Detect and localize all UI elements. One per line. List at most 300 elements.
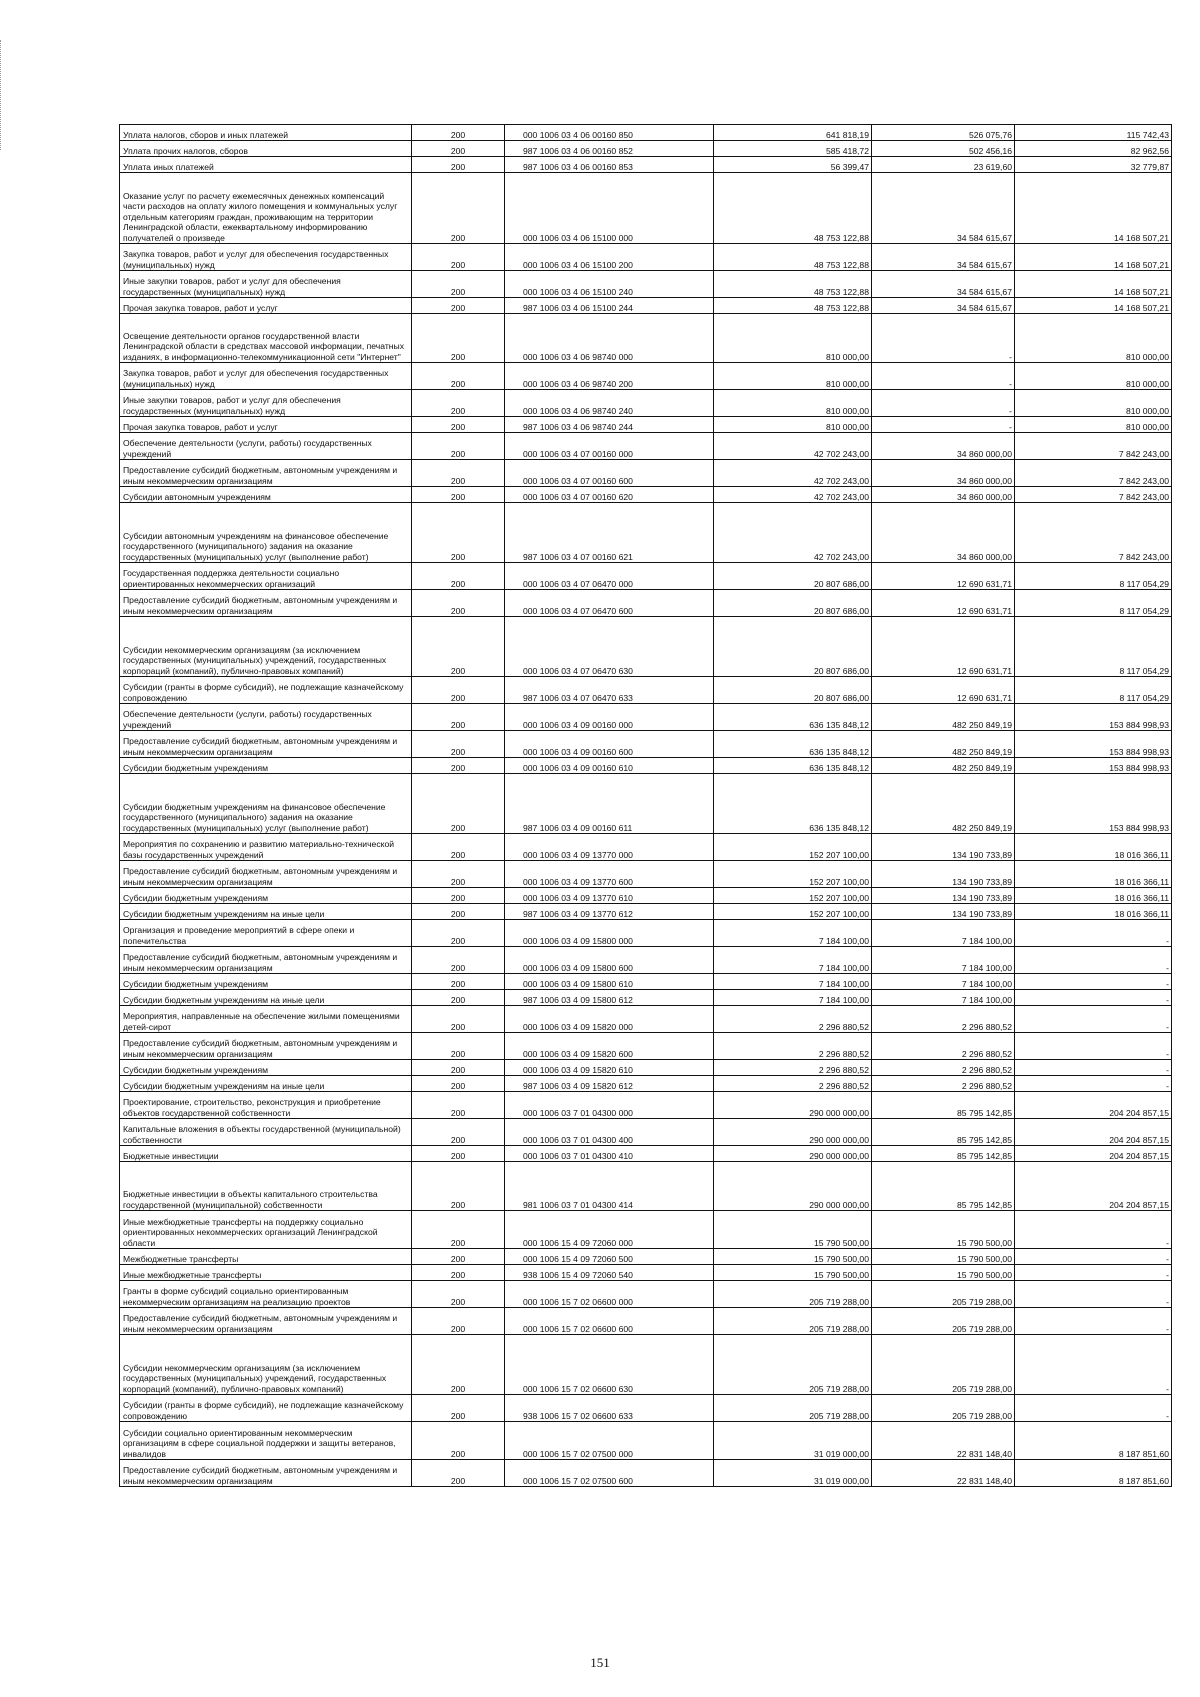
row-unexecuted: 204 204 857,15	[1015, 1146, 1172, 1162]
row-executed: -	[872, 390, 1015, 417]
row-name: Мероприятия по сохранению и развитию материально-технической базы государственных учреждений	[120, 834, 412, 861]
row-budget-code: 987 1006 03 4 09 13770 612	[505, 904, 714, 920]
row-executed: 482 250 849,19	[872, 774, 1015, 834]
row-name: Обеспечение деятельности (услуги, работы) государственных учреждений	[120, 704, 412, 731]
row-code: 200	[412, 990, 505, 1006]
row-approved: 48 753 122,88	[714, 173, 872, 244]
row-budget-code: 000 1006 03 4 09 13770 000	[505, 834, 714, 861]
row-unexecuted: -	[1015, 1265, 1172, 1281]
row-approved: 42 702 243,00	[714, 487, 872, 503]
row-unexecuted: 18 016 366,11	[1015, 888, 1172, 904]
row-executed: 22 831 148,40	[872, 1422, 1015, 1460]
row-unexecuted: 14 168 507,21	[1015, 173, 1172, 244]
row-code: 200	[412, 1249, 505, 1265]
row-budget-code: 000 1006 03 4 07 00160 620	[505, 487, 714, 503]
row-executed: 34 584 615,67	[872, 173, 1015, 244]
row-approved: 585 418,72	[714, 141, 872, 157]
table-row	[120, 141, 1172, 157]
row-approved: 42 702 243,00	[714, 433, 872, 460]
row-budget-code: 000 1006 03 4 09 00160 610	[505, 758, 714, 774]
row-name: Предоставление субсидий бюджетным, автономным учреждениям и иным некоммерческим организациям	[120, 1033, 412, 1060]
row-executed: 15 790 500,00	[872, 1249, 1015, 1265]
table-row	[120, 173, 1172, 244]
row-executed: -	[872, 363, 1015, 390]
row-name: Бюджетные инвестиции в объекты капитального строительства государственной (муниципальной) собственности	[120, 1162, 412, 1211]
row-approved: 152 207 100,00	[714, 888, 872, 904]
row-budget-code: 987 1006 03 4 06 00160 853	[505, 157, 714, 173]
table-body	[120, 125, 1172, 1487]
row-code: 200	[412, 460, 505, 487]
table-row	[120, 125, 1172, 141]
row-name: Субсидии бюджетным учреждениям	[120, 1060, 412, 1076]
row-unexecuted: 8 187 851,60	[1015, 1460, 1172, 1487]
row-code: 200	[412, 974, 505, 990]
table-row	[120, 298, 1172, 314]
row-code: 200	[412, 904, 505, 920]
row-approved: 205 719 288,00	[714, 1335, 872, 1395]
row-code: 200	[412, 1076, 505, 1092]
row-approved: 290 000 000,00	[714, 1119, 872, 1146]
row-approved: 290 000 000,00	[714, 1162, 872, 1211]
row-name: Предоставление субсидий бюджетным, автономным учреждениям и иным некоммерческим организациям	[120, 731, 412, 758]
row-budget-code: 000 1006 15 7 02 07500 600	[505, 1460, 714, 1487]
row-name: Бюджетные инвестиции	[120, 1146, 412, 1162]
table-row	[120, 758, 1172, 774]
row-approved: 7 184 100,00	[714, 990, 872, 1006]
table-row	[120, 888, 1172, 904]
row-approved: 641 818,19	[714, 125, 872, 141]
row-unexecuted: -	[1015, 974, 1172, 990]
row-name: Субсидии (гранты в форме субсидий), не подлежащие казначейскому сопровождению	[120, 677, 412, 704]
table-row	[120, 1119, 1172, 1146]
row-approved: 2 296 880,52	[714, 1060, 872, 1076]
row-executed: 482 250 849,19	[872, 731, 1015, 758]
table-row	[120, 1422, 1172, 1460]
row-code: 200	[412, 1119, 505, 1146]
table-row	[120, 861, 1172, 888]
row-unexecuted: 810 000,00	[1015, 314, 1172, 363]
row-unexecuted: 204 204 857,15	[1015, 1162, 1172, 1211]
table-row	[120, 1162, 1172, 1211]
row-code: 200	[412, 1281, 505, 1308]
row-code: 200	[412, 417, 505, 433]
row-approved: 290 000 000,00	[714, 1092, 872, 1119]
table-row	[120, 314, 1172, 363]
row-name: Субсидии бюджетным учреждениям	[120, 974, 412, 990]
row-executed: 7 184 100,00	[872, 990, 1015, 1006]
table-row	[120, 1211, 1172, 1249]
table-row	[120, 677, 1172, 704]
row-unexecuted: 153 884 998,93	[1015, 704, 1172, 731]
row-unexecuted: -	[1015, 1006, 1172, 1033]
row-executed: 12 690 631,71	[872, 590, 1015, 617]
row-unexecuted: -	[1015, 1211, 1172, 1249]
row-name: Субсидии социально ориентированным некоммерческим организациям в сфере социальной поддержки и защиты ветеранов, инвалидов	[120, 1422, 412, 1460]
row-unexecuted: 810 000,00	[1015, 390, 1172, 417]
row-executed: 23 619,60	[872, 157, 1015, 173]
row-code: 200	[412, 834, 505, 861]
row-budget-code: 000 1006 03 4 09 15800 610	[505, 974, 714, 990]
row-approved: 810 000,00	[714, 417, 872, 433]
table-row	[120, 460, 1172, 487]
row-budget-code: 000 1006 03 4 09 00160 000	[505, 704, 714, 731]
row-approved: 42 702 243,00	[714, 503, 872, 563]
row-unexecuted: -	[1015, 1076, 1172, 1092]
row-approved: 810 000,00	[714, 314, 872, 363]
row-code: 200	[412, 677, 505, 704]
row-approved: 31 019 000,00	[714, 1422, 872, 1460]
row-unexecuted: 204 204 857,15	[1015, 1092, 1172, 1119]
table-row	[120, 731, 1172, 758]
row-unexecuted: 18 016 366,11	[1015, 834, 1172, 861]
table-row	[120, 617, 1172, 677]
row-approved: 48 753 122,88	[714, 298, 872, 314]
row-approved: 56 399,47	[714, 157, 872, 173]
table-row	[120, 1395, 1172, 1422]
table-row	[120, 947, 1172, 974]
row-approved: 810 000,00	[714, 390, 872, 417]
row-unexecuted: -	[1015, 920, 1172, 947]
row-approved: 290 000 000,00	[714, 1146, 872, 1162]
row-budget-code: 000 1006 03 4 07 06470 630	[505, 617, 714, 677]
row-budget-code: 987 1006 03 4 06 00160 852	[505, 141, 714, 157]
row-code: 200	[412, 173, 505, 244]
row-code: 200	[412, 774, 505, 834]
row-code: 200	[412, 1395, 505, 1422]
row-executed: 134 190 733,89	[872, 904, 1015, 920]
row-code: 200	[412, 298, 505, 314]
row-name: Государственная поддержка деятельности социально ориентированных некоммерческих организаций	[120, 563, 412, 590]
row-code: 200	[412, 271, 505, 298]
table-row	[120, 487, 1172, 503]
row-code: 200	[412, 861, 505, 888]
row-name: Субсидии бюджетным учреждениям на иные цели	[120, 990, 412, 1006]
row-budget-code: 000 1006 15 7 02 06600 600	[505, 1308, 714, 1335]
row-code: 200	[412, 1006, 505, 1033]
row-name: Субсидии (гранты в форме субсидий), не подлежащие казначейскому сопровождению	[120, 1395, 412, 1422]
row-approved: 15 790 500,00	[714, 1249, 872, 1265]
row-executed: 85 795 142,85	[872, 1092, 1015, 1119]
row-budget-code: 000 1006 03 4 06 98740 240	[505, 390, 714, 417]
row-name: Субсидии некоммерческим организациям (за исключением государственных (муниципальных) учреждений, государственных корпораций (компаний), публично-правовых компаний)	[120, 1335, 412, 1395]
row-code: 200	[412, 1146, 505, 1162]
row-budget-code: 987 1006 03 4 09 15820 612	[505, 1076, 714, 1092]
table-row	[120, 834, 1172, 861]
row-unexecuted: -	[1015, 1249, 1172, 1265]
row-code: 200	[412, 920, 505, 947]
row-unexecuted: -	[1015, 1281, 1172, 1308]
row-approved: 20 807 686,00	[714, 617, 872, 677]
table-row	[120, 704, 1172, 731]
row-approved: 2 296 880,52	[714, 1076, 872, 1092]
row-name: Капитальные вложения в объекты государственной (муниципальной) собственности	[120, 1119, 412, 1146]
table-row	[120, 363, 1172, 390]
row-budget-code: 000 1006 03 4 07 00160 600	[505, 460, 714, 487]
row-budget-code: 000 1006 03 4 09 15820 600	[505, 1033, 714, 1060]
row-budget-code: 981 1006 03 7 01 04300 414	[505, 1162, 714, 1211]
row-name: Предоставление субсидий бюджетным, автономным учреждениям и иным некоммерческим организациям	[120, 1308, 412, 1335]
table-row	[120, 1308, 1172, 1335]
row-budget-code: 000 1006 03 4 07 00160 000	[505, 433, 714, 460]
row-budget-code: 000 1006 15 7 02 06600 630	[505, 1335, 714, 1395]
row-name: Уплата налогов, сборов и иных платежей	[120, 125, 412, 141]
table-row	[120, 1033, 1172, 1060]
row-unexecuted: 14 168 507,21	[1015, 271, 1172, 298]
row-name: Субсидии некоммерческим организациям (за исключением государственных (муниципальных) учреждений, государственных корпораций (компаний), публично-правовых компаний)	[120, 617, 412, 677]
row-unexecuted: 18 016 366,11	[1015, 904, 1172, 920]
row-budget-code: 987 1006 03 4 07 00160 621	[505, 503, 714, 563]
table-row	[120, 1006, 1172, 1033]
row-code: 200	[412, 433, 505, 460]
table-row	[120, 1146, 1172, 1162]
row-budget-code: 987 1006 03 4 06 15100 244	[505, 298, 714, 314]
row-name: Гранты в форме субсидий социально ориентированным некоммерческим организациям на реализацию проектов	[120, 1281, 412, 1308]
row-unexecuted: -	[1015, 947, 1172, 974]
row-name: Межбюджетные трансферты	[120, 1249, 412, 1265]
table-row	[120, 1460, 1172, 1487]
row-unexecuted: 810 000,00	[1015, 417, 1172, 433]
row-approved: 2 296 880,52	[714, 1033, 872, 1060]
scan-edge-mark	[0, 40, 4, 150]
row-budget-code: 000 1006 03 7 01 04300 000	[505, 1092, 714, 1119]
row-name: Обеспечение деятельности (услуги, работы) государственных учреждений	[120, 433, 412, 460]
row-executed: 2 296 880,52	[872, 1033, 1015, 1060]
row-executed: 12 690 631,71	[872, 677, 1015, 704]
row-code: 200	[412, 1162, 505, 1211]
row-approved: 48 753 122,88	[714, 244, 872, 271]
table-row	[120, 503, 1172, 563]
row-executed: 7 184 100,00	[872, 920, 1015, 947]
table-row	[120, 990, 1172, 1006]
table-row	[120, 774, 1172, 834]
row-unexecuted: 18 016 366,11	[1015, 861, 1172, 888]
row-executed: 34 584 615,67	[872, 271, 1015, 298]
row-budget-code: 987 1006 03 4 07 06470 633	[505, 677, 714, 704]
row-name: Предоставление субсидий бюджетным, автономным учреждениям и иным некоммерческим организациям	[120, 590, 412, 617]
row-unexecuted: 153 884 998,93	[1015, 731, 1172, 758]
table-row	[120, 390, 1172, 417]
row-executed: 526 075,76	[872, 125, 1015, 141]
row-name: Оказание услуг по расчету ежемесячных денежных компенсаций части расходов на оплату жилого помещения и коммунальных услуг отдельным категориям граждан, проживающим на территории Ленинградской области, ежеквартальному информированию получателей о произведе	[120, 173, 412, 244]
row-approved: 152 207 100,00	[714, 861, 872, 888]
row-budget-code: 000 1006 15 4 09 72060 000	[505, 1211, 714, 1249]
row-executed: 134 190 733,89	[872, 834, 1015, 861]
table-row	[120, 1249, 1172, 1265]
row-executed: 482 250 849,19	[872, 758, 1015, 774]
table-row	[120, 904, 1172, 920]
row-budget-code: 000 1006 15 7 02 06600 000	[505, 1281, 714, 1308]
row-budget-code: 000 1006 03 4 06 00160 850	[505, 125, 714, 141]
row-code: 200	[412, 390, 505, 417]
row-unexecuted: 32 779,87	[1015, 157, 1172, 173]
row-unexecuted: 204 204 857,15	[1015, 1119, 1172, 1146]
row-approved: 7 184 100,00	[714, 920, 872, 947]
row-budget-code: 000 1006 03 4 06 15100 200	[505, 244, 714, 271]
row-code: 200	[412, 244, 505, 271]
row-name: Прочая закупка товаров, работ и услуг	[120, 417, 412, 433]
row-unexecuted: 82 962,56	[1015, 141, 1172, 157]
row-code: 200	[412, 947, 505, 974]
budget-execution-table	[119, 124, 1172, 1487]
row-approved: 636 135 848,12	[714, 758, 872, 774]
row-unexecuted: 153 884 998,93	[1015, 774, 1172, 834]
row-name: Субсидии автономным учреждениям на финансовое обеспечение государственного (муниципального) задания на оказание государственных (муниципальных) услуг (выполнение работ)	[120, 503, 412, 563]
table-row	[120, 590, 1172, 617]
row-unexecuted: -	[1015, 1060, 1172, 1076]
row-executed: 12 690 631,71	[872, 563, 1015, 590]
row-executed: 85 795 142,85	[872, 1162, 1015, 1211]
row-budget-code: 000 1006 03 4 09 15820 610	[505, 1060, 714, 1076]
row-name: Уплата прочих налогов, сборов	[120, 141, 412, 157]
row-name: Предоставление субсидий бюджетным, автономным учреждениям и иным некоммерческим организациям	[120, 947, 412, 974]
row-executed: 502 456,16	[872, 141, 1015, 157]
row-name: Мероприятия, направленные на обеспечение жилыми помещениями детей-сирот	[120, 1006, 412, 1033]
row-unexecuted: -	[1015, 990, 1172, 1006]
table-row	[120, 1060, 1172, 1076]
row-executed: 85 795 142,85	[872, 1146, 1015, 1162]
row-approved: 48 753 122,88	[714, 271, 872, 298]
row-name: Иные закупки товаров, работ и услуг для обеспечения государственных (муниципальных) нужд	[120, 390, 412, 417]
row-approved: 205 719 288,00	[714, 1281, 872, 1308]
row-executed: 2 296 880,52	[872, 1060, 1015, 1076]
row-approved: 205 719 288,00	[714, 1395, 872, 1422]
row-unexecuted: 14 168 507,21	[1015, 298, 1172, 314]
row-name: Закупка товаров, работ и услуг для обеспечения государственных (муниципальных) нужд	[120, 363, 412, 390]
row-unexecuted: 153 884 998,93	[1015, 758, 1172, 774]
row-budget-code: 000 1006 03 4 09 00160 600	[505, 731, 714, 758]
row-name: Предоставление субсидий бюджетным, автономным учреждениям и иным некоммерческим организациям	[120, 1460, 412, 1487]
row-executed: 12 690 631,71	[872, 617, 1015, 677]
table-row	[120, 563, 1172, 590]
row-name: Организация и проведение мероприятий в сфере опеки и попечительства	[120, 920, 412, 947]
row-name: Предоставление субсидий бюджетным, автономным учреждениям и иным некоммерческим организациям	[120, 460, 412, 487]
row-budget-code: 000 1006 03 7 01 04300 400	[505, 1119, 714, 1146]
row-unexecuted: 8 187 851,60	[1015, 1422, 1172, 1460]
row-executed: 7 184 100,00	[872, 947, 1015, 974]
row-budget-code: 000 1006 03 4 09 15820 000	[505, 1006, 714, 1033]
row-executed: 34 860 000,00	[872, 433, 1015, 460]
row-budget-code: 987 1006 03 4 09 15800 612	[505, 990, 714, 1006]
row-code: 200	[412, 1460, 505, 1487]
row-code: 200	[412, 157, 505, 173]
row-code: 200	[412, 141, 505, 157]
row-unexecuted: -	[1015, 1335, 1172, 1395]
row-approved: 636 135 848,12	[714, 731, 872, 758]
row-code: 200	[412, 1335, 505, 1395]
row-name: Субсидии бюджетным учреждениям	[120, 888, 412, 904]
row-executed: 34 860 000,00	[872, 503, 1015, 563]
table-row	[120, 920, 1172, 947]
table-row	[120, 157, 1172, 173]
row-budget-code: 938 1006 15 4 09 72060 540	[505, 1265, 714, 1281]
row-name: Освещение деятельности органов государственной власти Ленинградской области в средствах массовой информации, печатных изданиях, в информационно-телекоммуникационной сети "Интернет"	[120, 314, 412, 363]
row-code: 200	[412, 125, 505, 141]
row-approved: 152 207 100,00	[714, 834, 872, 861]
row-budget-code: 938 1006 15 7 02 06600 633	[505, 1395, 714, 1422]
row-executed: 205 719 288,00	[872, 1308, 1015, 1335]
row-budget-code: 000 1006 15 7 02 07500 000	[505, 1422, 714, 1460]
row-name: Иные закупки товаров, работ и услуг для обеспечения государственных (муниципальных) нужд	[120, 271, 412, 298]
row-executed: 34 584 615,67	[872, 244, 1015, 271]
row-executed: -	[872, 314, 1015, 363]
row-code: 200	[412, 1211, 505, 1249]
row-code: 200	[412, 1092, 505, 1119]
table-row	[120, 244, 1172, 271]
row-executed: 205 719 288,00	[872, 1395, 1015, 1422]
row-executed: 22 831 148,40	[872, 1460, 1015, 1487]
row-executed: 205 719 288,00	[872, 1281, 1015, 1308]
row-unexecuted: 7 842 243,00	[1015, 503, 1172, 563]
row-code: 200	[412, 617, 505, 677]
row-approved: 7 184 100,00	[714, 947, 872, 974]
row-unexecuted: 7 842 243,00	[1015, 460, 1172, 487]
row-approved: 205 719 288,00	[714, 1308, 872, 1335]
row-name: Субсидии бюджетным учреждениям на иные цели	[120, 1076, 412, 1092]
row-code: 200	[412, 590, 505, 617]
table-row	[120, 1335, 1172, 1395]
row-code: 200	[412, 1033, 505, 1060]
row-code: 200	[412, 888, 505, 904]
row-budget-code: 000 1006 03 4 06 15100 240	[505, 271, 714, 298]
row-code: 200	[412, 1308, 505, 1335]
row-name: Субсидии бюджетным учреждениям на иные цели	[120, 904, 412, 920]
row-approved: 42 702 243,00	[714, 460, 872, 487]
row-approved: 15 790 500,00	[714, 1265, 872, 1281]
row-budget-code: 987 1006 03 4 06 98740 244	[505, 417, 714, 433]
row-executed: 15 790 500,00	[872, 1211, 1015, 1249]
row-approved: 636 135 848,12	[714, 704, 872, 731]
row-approved: 152 207 100,00	[714, 904, 872, 920]
row-code: 200	[412, 314, 505, 363]
row-name: Предоставление субсидий бюджетным, автономным учреждениям и иным некоммерческим организациям	[120, 861, 412, 888]
row-name: Субсидии бюджетным учреждениям	[120, 758, 412, 774]
row-name: Субсидии бюджетным учреждениям на финансовое обеспечение государственного (муниципального) задания на оказание государственных (муниципальных) услуг (выполнение работ)	[120, 774, 412, 834]
row-executed: 134 190 733,89	[872, 861, 1015, 888]
row-unexecuted: 8 117 054,29	[1015, 677, 1172, 704]
row-budget-code: 000 1006 03 4 06 98740 200	[505, 363, 714, 390]
row-unexecuted: 14 168 507,21	[1015, 244, 1172, 271]
row-unexecuted: 8 117 054,29	[1015, 590, 1172, 617]
row-unexecuted: -	[1015, 1395, 1172, 1422]
row-code: 200	[412, 503, 505, 563]
row-approved: 636 135 848,12	[714, 774, 872, 834]
row-approved: 20 807 686,00	[714, 563, 872, 590]
table-row	[120, 974, 1172, 990]
row-approved: 2 296 880,52	[714, 1006, 872, 1033]
row-name: Уплата иных платежей	[120, 157, 412, 173]
row-approved: 31 019 000,00	[714, 1460, 872, 1487]
row-code: 200	[412, 563, 505, 590]
table-row	[120, 1281, 1172, 1308]
row-code: 200	[412, 363, 505, 390]
row-name: Проектирование, строительство, реконструкция и приобретение объектов государственной собственности	[120, 1092, 412, 1119]
row-name: Закупка товаров, работ и услуг для обеспечения государственных (муниципальных) нужд	[120, 244, 412, 271]
row-code: 200	[412, 731, 505, 758]
row-budget-code: 000 1006 15 4 09 72060 500	[505, 1249, 714, 1265]
row-code: 200	[412, 1422, 505, 1460]
row-budget-code: 000 1006 03 4 09 13770 610	[505, 888, 714, 904]
row-unexecuted: 7 842 243,00	[1015, 487, 1172, 503]
row-budget-code: 000 1006 03 4 07 06470 600	[505, 590, 714, 617]
row-code: 200	[412, 1265, 505, 1281]
row-approved: 15 790 500,00	[714, 1211, 872, 1249]
row-budget-code: 987 1006 03 4 09 00160 611	[505, 774, 714, 834]
row-approved: 20 807 686,00	[714, 590, 872, 617]
row-executed: 7 184 100,00	[872, 974, 1015, 990]
row-executed: 34 860 000,00	[872, 487, 1015, 503]
row-unexecuted: 8 117 054,29	[1015, 617, 1172, 677]
row-executed: 482 250 849,19	[872, 704, 1015, 731]
